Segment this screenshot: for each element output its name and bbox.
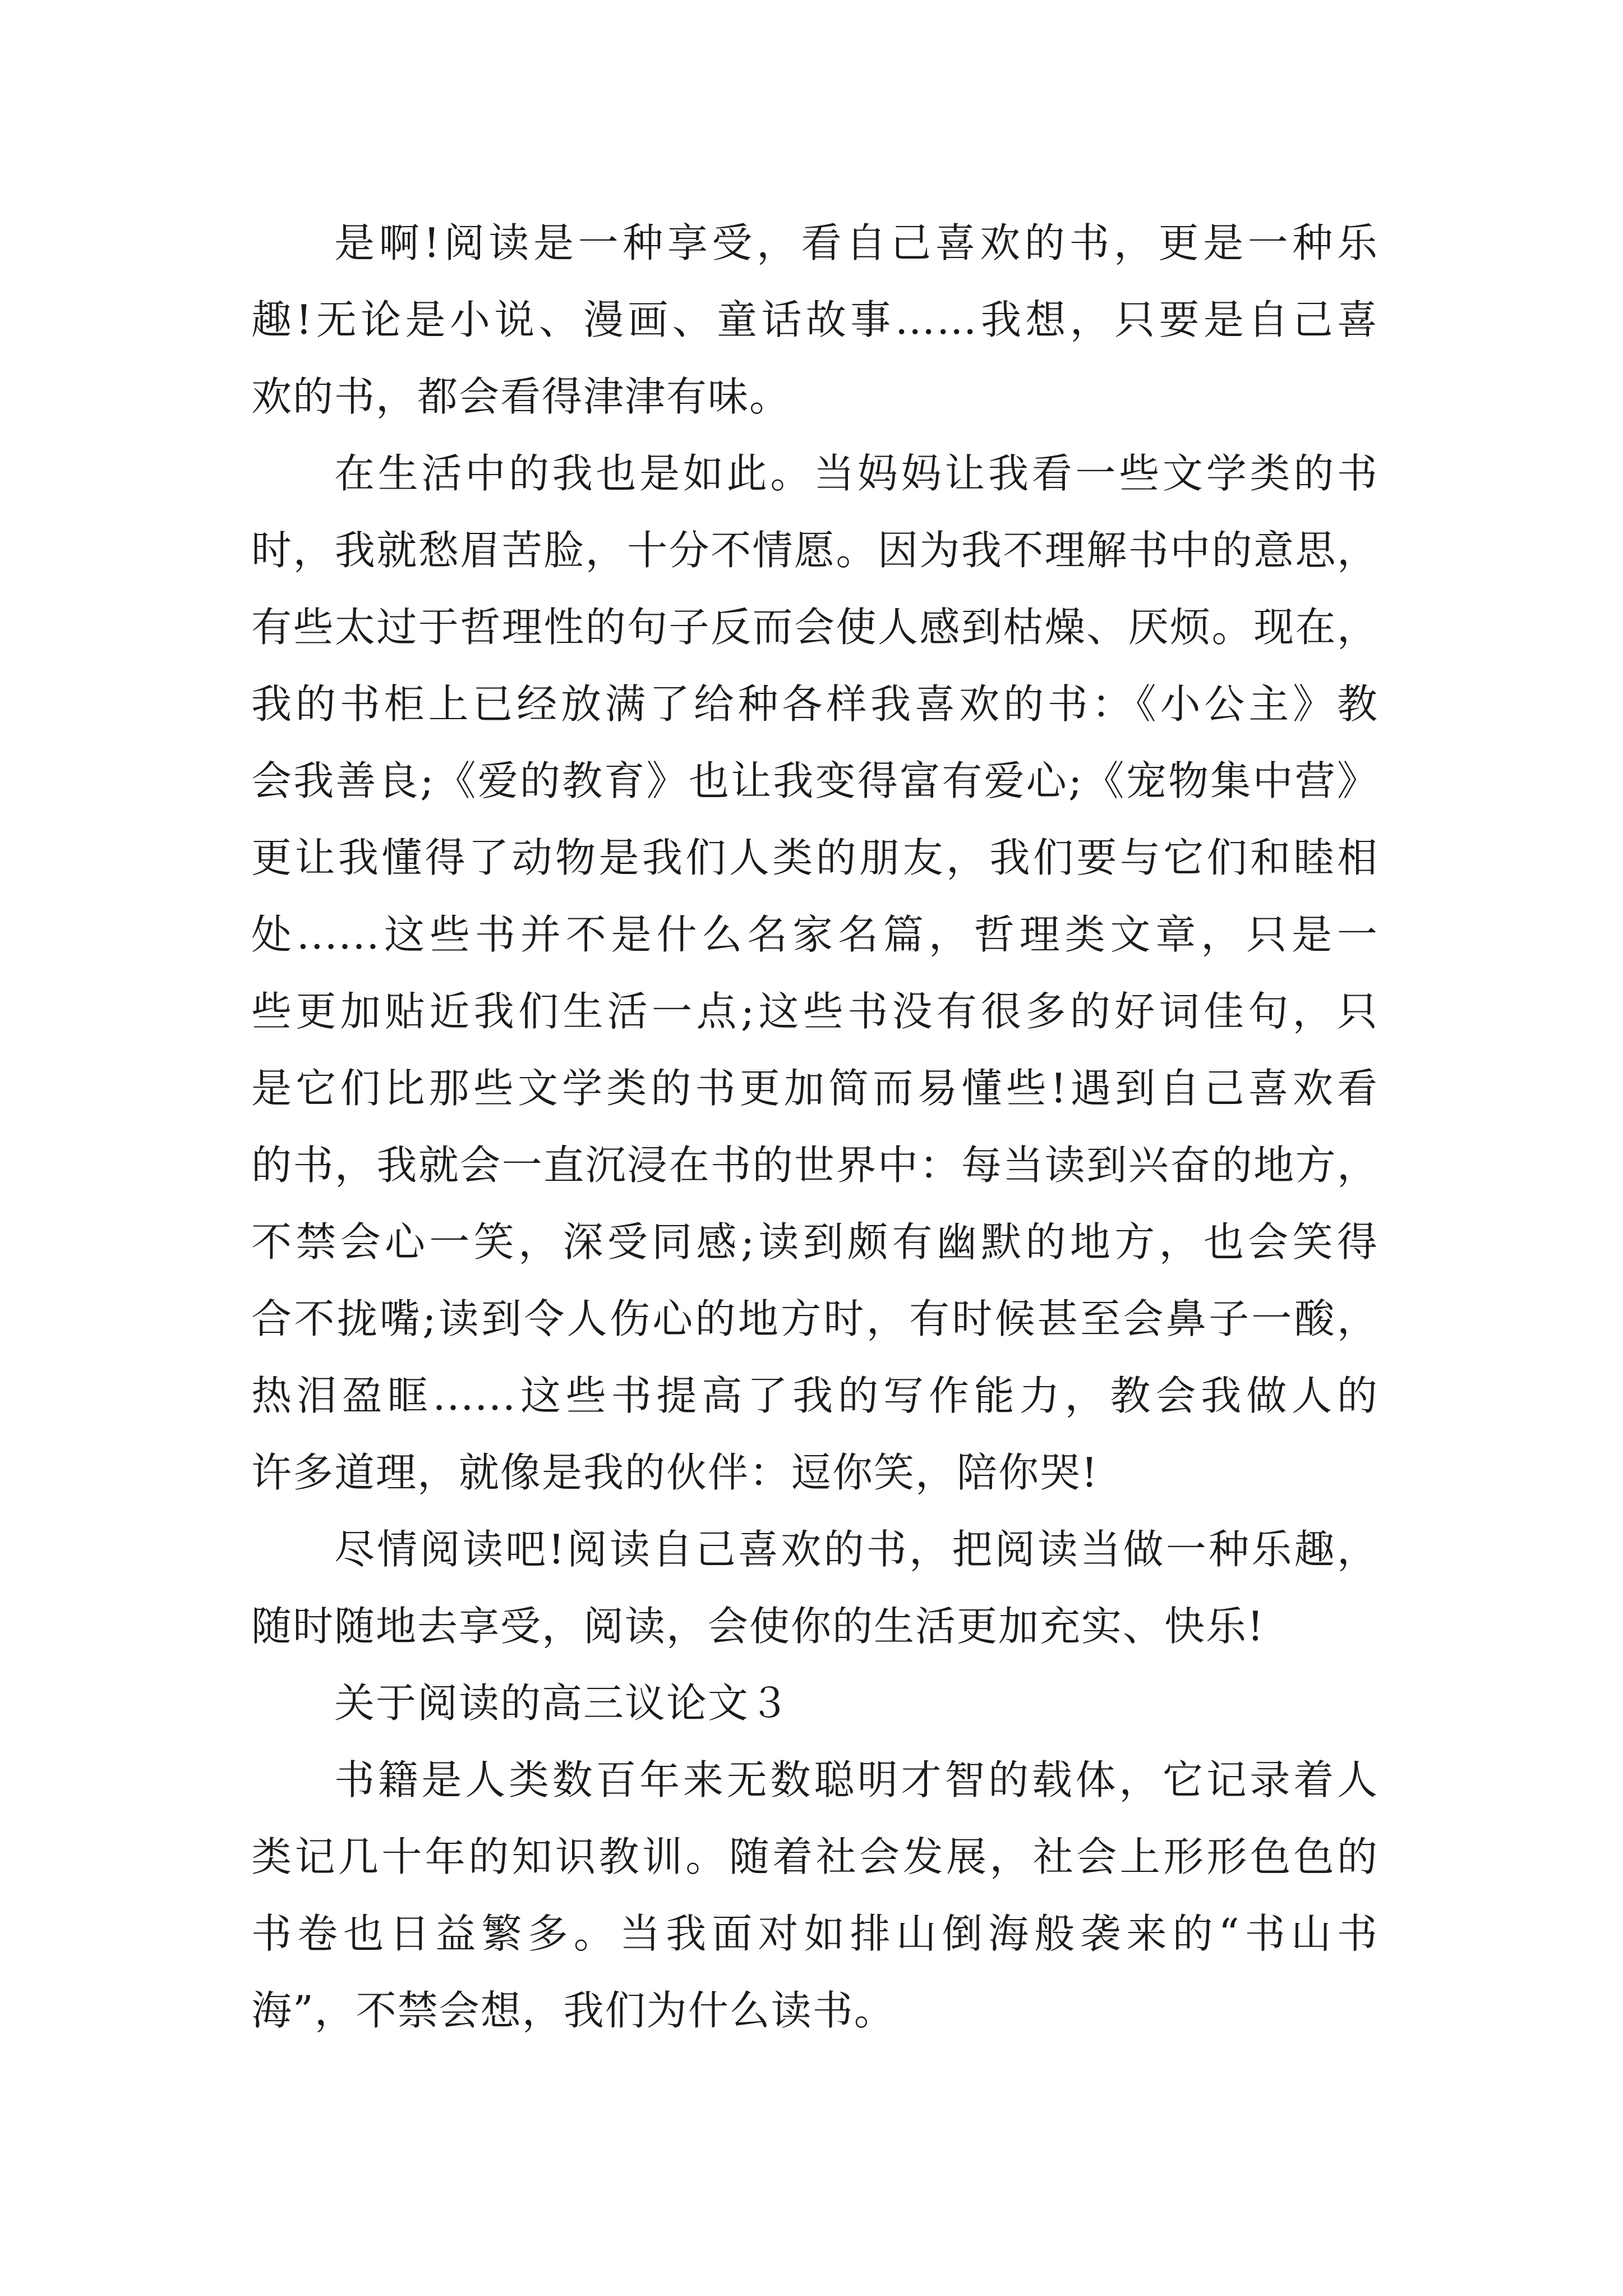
paragraph (251, 1511, 1378, 1665)
paragraph (251, 1742, 1378, 2049)
text-line: 趣!无论是小说、漫画、童话故事……我想，只要是自己喜 (251, 296, 1378, 343)
text-line: 是它们比那些文学类的书更加简而易懂些!遇到自己喜欢看 (251, 1065, 1378, 1112)
text-line: 尽情阅读吧!阅读自己喜欢的书，把阅读当做一种乐趣， (334, 1526, 1378, 1573)
text-line: 不禁会心一笑，深受同感;读到颇有幽默的地方，也会笑得 (251, 1218, 1378, 1266)
paragraph (251, 435, 1378, 1511)
text-line: 有些太过于哲理性的句子反而会使人感到枯燥、厌烦。现在， (251, 604, 1378, 651)
text-line: 类记几十年的知识教训。随着社会发展，社会上形形色色的 (251, 1833, 1378, 1880)
text-line: 在生活中的我也是如此。当妈妈让我看一些文学类的书 (334, 450, 1378, 497)
text-line: 些更加贴近我们生活一点;这些书没有很多的好词佳句，只 (251, 988, 1378, 1035)
text-line: 是啊!阅读是一种享受，看自己喜欢的书，更是一种乐 (334, 219, 1378, 266)
text-line: 书籍是人类数百年来无数聪明才智的载体，它记录着人 (334, 1756, 1378, 1803)
text-line: 随时随地去享受，阅读，会使你的生活更加充实、快乐! (251, 1603, 1265, 1650)
text-line: 欢的书，都会看得津津有味。 (251, 373, 791, 420)
document-body (251, 205, 1378, 2049)
text-line: 处......这些书并不是什么名家名篇，哲理类文章，只是一 (251, 911, 1378, 958)
text-line: 我的书柜上已经放满了给种各样我喜欢的书：《小公主》教 (251, 680, 1378, 728)
section-heading: 关于阅读的高三议论文３ (334, 1680, 791, 1727)
text-line: 海”，不禁会想，我们为什么读书。 (251, 1987, 896, 2034)
text-line: 热泪盈眶......这些书提高了我的写作能力，教会我做人的 (251, 1372, 1378, 1419)
paragraph (251, 205, 1378, 435)
text-line: 会我善良;《爱的教育》也让我变得富有爱心;《宠物集中营》 (251, 757, 1378, 804)
text-line: 的书，我就会一直沉浸在书的世界中：每当读到兴奋的地方， (251, 1142, 1378, 1189)
text-line: 时，我就愁眉苦脸，十分不情愿。因为我不理解书中的意思， (251, 527, 1378, 574)
text-line: 合不拢嘴;读到令人伤心的地方时，有时候甚至会鼻子一酸， (251, 1295, 1378, 1342)
text-line: 书卷也日益繁多。当我面对如排山倒海般袭来的“书山书 (251, 1910, 1378, 1957)
text-line: 许多道理，就像是我的伙伴：逗你笑，陪你哭! (251, 1449, 1099, 1496)
text-line: 更让我懂得了动物是我们人类的朋友，我们要与它们和睦相 (251, 834, 1378, 881)
